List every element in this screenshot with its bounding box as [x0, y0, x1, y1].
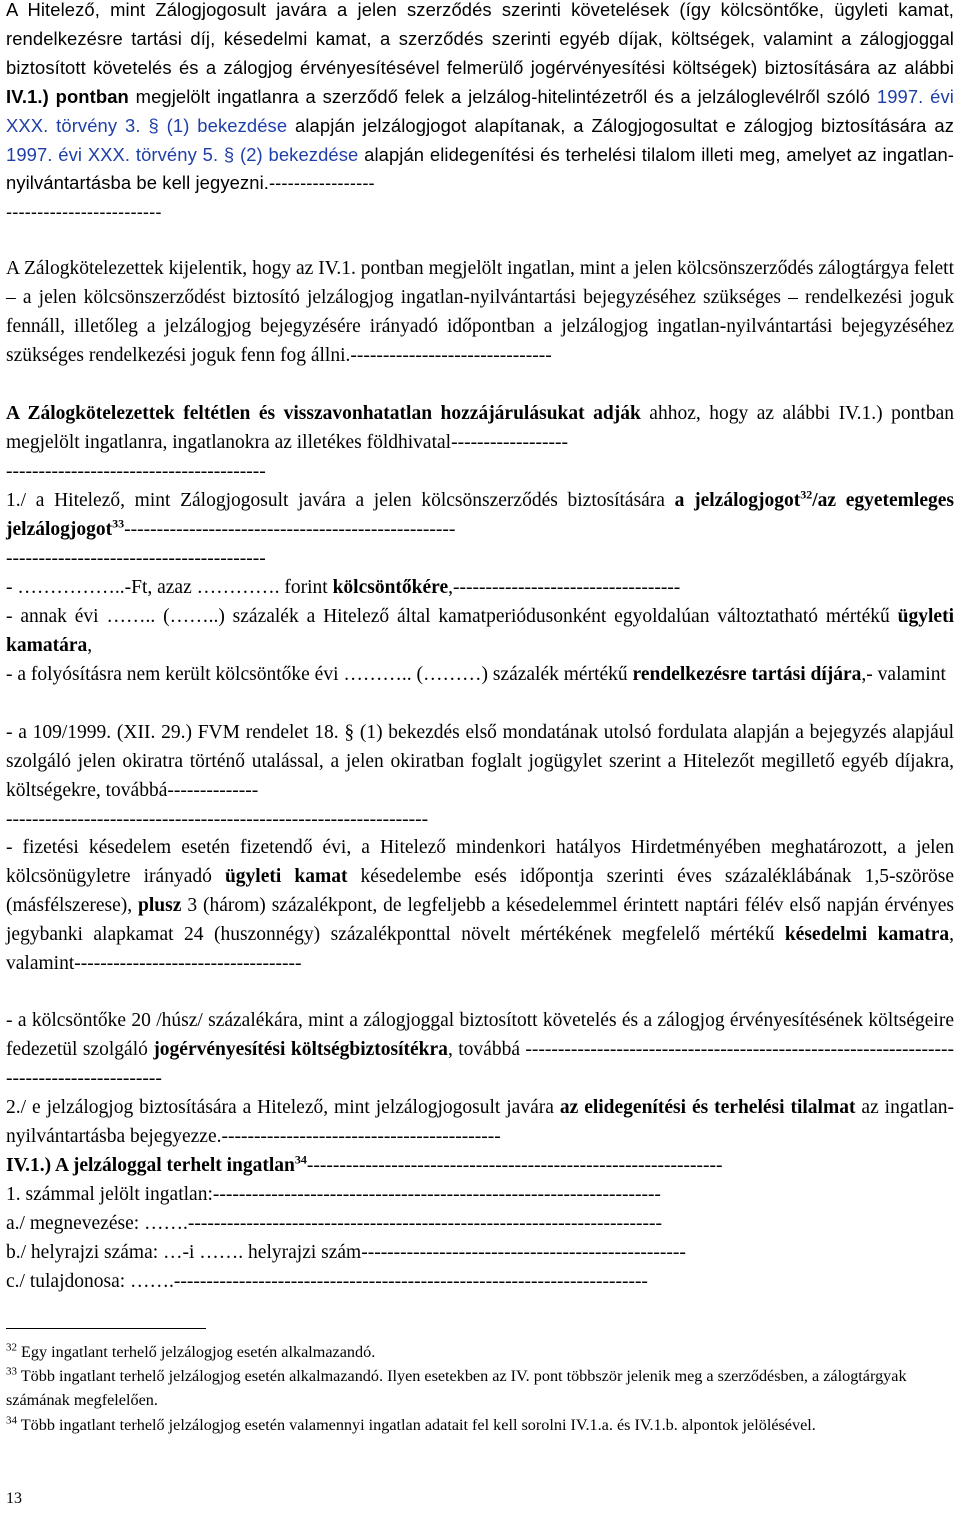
- bold-text: /az egyetemleges jelzálogjogot: [6, 490, 954, 540]
- bold-text: a jelzálogjogot: [674, 490, 801, 511]
- paragraph-pledge-intro: [6, 0, 954, 227]
- text: - annak évi …….. (……..) százalék a Hitelező által kamatperiódusonként egyoldalúan változtatható mértékű: [6, 606, 898, 627]
- property-number-line: 1. számmal jelölt ingatlan:---------------------------------------------------------------------: [6, 1184, 661, 1205]
- bold-text: plusz: [138, 894, 182, 916]
- text: ,: [87, 634, 93, 656]
- text: - a folyósításra nem került kölcsöntőke évi ……….. (………) százalék mértékű: [6, 664, 633, 685]
- text: késedelembe esés időpontja szerinti éves százaléklábának 1,5-szöröse (másfélszerese),: [6, 865, 954, 916]
- paragraph-consent: [6, 400, 954, 487]
- text: ,- valamint: [861, 664, 946, 685]
- footnote-number: 33: [6, 1365, 17, 1378]
- dash-line: ----------------------------------------: [6, 547, 266, 569]
- text: , továbbá ------------------------------------------------------------------------------------------: [6, 1038, 954, 1089]
- property-lot-number-field: b./ helyrajzi száma: …-i ……. helyrajzi szám--------------------------------------------------: [6, 1241, 686, 1263]
- text: ,-----------------------------------: [448, 577, 681, 598]
- paragraph-link-2[interactable]: § (2) bekezdése: [223, 143, 359, 165]
- dash-line: ----------------------------------------: [6, 460, 266, 482]
- text: - a 109/1999. (XII. 29.) FVM rendelet 18. § (1) bekezdés első mondatának utolsó fordulata alapján a bejegyzés alapjául szolgáló jelen okiratra történő utalással, a jelen okiratban foglalt jogügylet szerint a Hitelezőt megillető egyéb díjakra, költségekre, továbbá--------------: [6, 722, 954, 801]
- footnote-text: Több ingatlant terhelő jelzálogjog esetén alkalmazandó. Ilyen esetekben az IV. pont többször jelenik meg a szerződésben, a zálogtárgyak számának megfelelően.: [6, 1367, 907, 1410]
- item-interest: [6, 603, 954, 661]
- section-title: IV.1.) A jelzáloggal terhelt ingatlan: [6, 1155, 295, 1176]
- bold-text: jogérvényesítési költségbiztosítékra: [153, 1038, 448, 1060]
- footnotes: [6, 1340, 954, 1437]
- bold-text: kölcsöntőkére: [332, 577, 449, 598]
- bold-text: A Zálogkötelezettek feltétlen és visszavonhatatlan hozzájárulásukat adják: [6, 403, 641, 424]
- text: 1./ a Hitelező, mint Zálogjogosult javára a jelen kölcsönszerződés biztosítására: [6, 490, 675, 511]
- item-late-interest: [6, 834, 954, 979]
- paragraph-declaration: [6, 255, 954, 371]
- text: - ……………..-Ft, azaz …………. forint: [6, 577, 333, 598]
- law-link-3[interactable]: 1997. évi XXX. törvény 3.: [6, 85, 954, 136]
- text: ahhoz, hogy az alábbi IV.1.) pontban megjelölt ingatlanra, ingatlanokra az illetékes földhivatal------------------: [6, 403, 954, 453]
- text: 3 (három) százalékpont, de legfeljebb a késedelemmel érintett naptári félév első napján érvényes jegybanki alapkamat 24 (huszonnégy) százalékponttal növelt mértékének megfelelő mértékű: [6, 894, 954, 945]
- text: - a kölcsöntőke 20 /húsz/ százalékára, mint a zálogjoggal biztosított követelés és a zálogjog érvényesítésének költségeire fedezetül szolgáló: [6, 1010, 954, 1060]
- footnote-34: [6, 1413, 954, 1437]
- law-link-5[interactable]: 1997. évi XXX. törvény 5.: [6, 143, 219, 165]
- item-1-mortgage: [6, 487, 954, 574]
- item-fvm-decree: [6, 719, 954, 835]
- text: 2./ e jelzálogjog biztosítására a Hitelező, mint jelzálogjogosult javára: [6, 1097, 560, 1118]
- footnote-ref-34[interactable]: 34: [294, 1152, 307, 1167]
- bold-reference: IV.1.) pontban: [6, 85, 129, 107]
- footnote-32: [6, 1340, 954, 1364]
- section-iv-1-heading: [6, 1152, 954, 1181]
- item-principal: [6, 574, 954, 603]
- text: megjelölt ingatlanra a szerződő felek a jelzálog-hitelintézetről és a jelzáloglevélről szóló: [128, 85, 877, 107]
- paragraph-link-1[interactable]: § (1) bekezdése: [148, 114, 288, 136]
- footnote-33: [6, 1364, 954, 1412]
- text: A Hitelező, mint Zálogjogosult javára a jelen szerződés szerinti követelések (így kölcsöntőke, ügyleti kamat, rendelkezésre tartási díj, késedelmi kamat, a szerződés szerinti egyéb díjak, költségek, valamint a zálogjoggal biztosított követelés és a zálogjog érvényesítésével felmerülő jogérvényesítési költségek) biztosítására az alábbi: [6, 0, 954, 78]
- text: A Zálogkötelezettek kijelentik, hogy az IV.1. pontban megjelölt ingatlan, mint a jelen kölcsönszerződés zálogtárgya felett – a jelen kölcsönszerződést biztosító jelzálogjog ingatlan-nyilvántartási bejegyzéséhez szükséges – rendelkezési joguk fennáll, illetőleg a jelzálogjog bejegyzésére irányadó időpontban a jelzálogjog ingatlan-nyilvántartási bejegyzéséhez szükséges rendelkezési joguk fenn fog állni.-------------------------------: [6, 258, 954, 366]
- item-2-prohibition: [6, 1094, 954, 1152]
- dashes: ---------------------------------------------------: [124, 518, 456, 540]
- property-name-field: a./ megnevezése: …….-------------------------------------------------------------------------: [6, 1212, 662, 1234]
- bold-text: késedelmi kamatra: [784, 923, 950, 945]
- bold-text: ügyleti kamat: [224, 865, 348, 887]
- footnote-ref-33[interactable]: 33: [112, 516, 125, 531]
- page-number: 13: [6, 1490, 22, 1507]
- footnote-divider: [6, 1328, 206, 1329]
- text: alapján jelzálogjogot alapítanak, a Zálogjogosultat e zálogjog biztosítására az: [287, 114, 954, 136]
- property-fields: [6, 1181, 954, 1297]
- text: alapján elidegenítési és terhelési tilalom illeti meg, amelyet az ingatlan-nyilvántartásba be kell jegyezni.-----------------: [6, 143, 954, 194]
- footnote-text: Több ingatlant terhelő jelzálogjog esetén valamennyi ingatlan adatait fel kell sorolni IV.1.a. és IV.1.b. alpontok jelölésével.: [17, 1415, 816, 1434]
- text: - fizetési késedelem esetén fizetendő évi, a Hitelező mindenkori hatályos Hirdetményében meghatározott, a jelen kölcsönügyletre irányadó: [6, 837, 954, 887]
- bold-text: ügyleti kamatára: [6, 606, 954, 656]
- bold-text: rendelkezésre tartási díjára: [632, 664, 862, 685]
- property-owner-field: c./ tulajdonosa: …….-------------------------------------------------------------------------: [6, 1270, 648, 1292]
- footnote-ref-32[interactable]: 32: [800, 487, 813, 502]
- item-commitment-fee: [6, 661, 954, 690]
- footnote-text: Egy ingatlant terhelő jelzálogjog esetén alkalmazandó.: [17, 1343, 376, 1361]
- footnote-number: 34: [6, 1414, 17, 1427]
- bold-text: az elidegenítési és terhelési tilalmat: [559, 1097, 856, 1118]
- dash-line: -----------------------------------------------------------------: [6, 808, 429, 830]
- item-enforcement-costs: [6, 1007, 954, 1094]
- text: , valamint-----------------------------------: [6, 923, 955, 974]
- text: az ingatlan-nyilvántartásba bejegyezze.-------------------------------------------: [6, 1097, 954, 1147]
- dash-line: -------------------------: [6, 201, 162, 223]
- dashes: ----------------------------------------------------------------: [306, 1155, 723, 1176]
- footnote-number: 32: [6, 1341, 17, 1354]
